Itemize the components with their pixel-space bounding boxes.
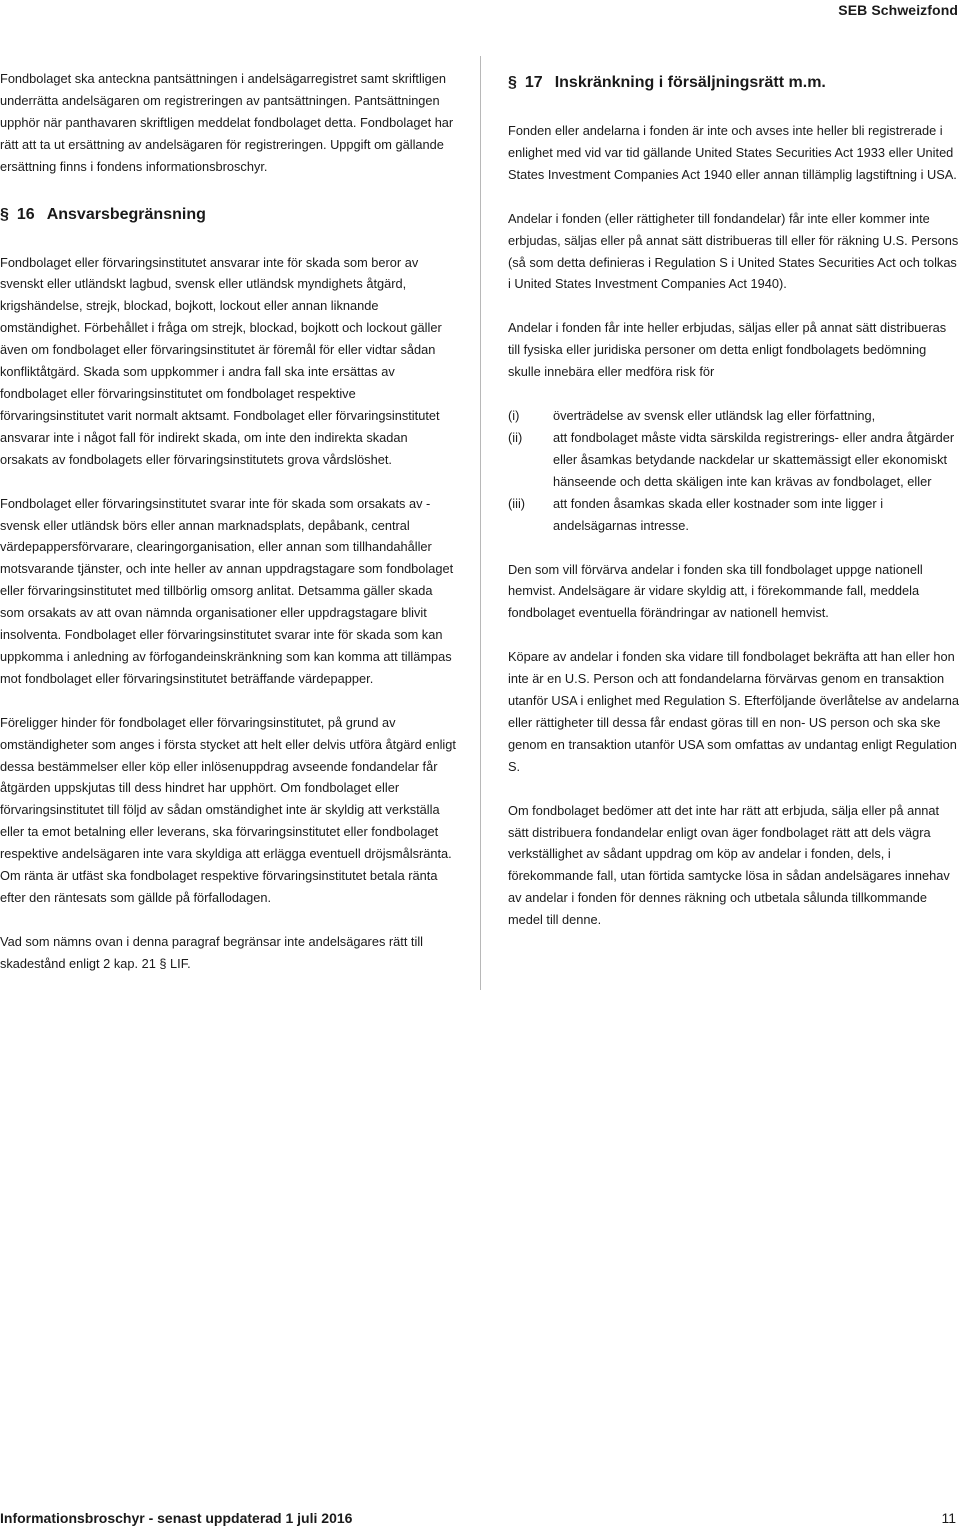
- paragraph: Andelar i fonden får inte heller erbjudas, säljas eller på annat sätt distribueras till fysiska eller juridiska personer om detta enligt fondbolagets bedömning skulle innebära eller medföra risk för: [508, 320, 947, 380]
- section-number: 16: [16, 205, 35, 223]
- section-symbol: §: [0, 205, 9, 223]
- list-marker: (i): [508, 408, 520, 424]
- paragraph: Andelar i fonden (eller rättigheter till fondandelar) får inte eller kommer inte erbjudas, säljas eller på annat sätt distribueras till eller för räkning U.S. Persons (så som detta definieras i Regulation S i United States Securities Act och tolkas i United States Investment Companies Act 1940).: [508, 210, 959, 292]
- section-symbol: §: [508, 74, 517, 91]
- paragraph: Om fondbolaget bedömer att det inte har rätt att erbjuda, sälja eller på annat sätt distribuera fondandelar enligt ovan äger fondbolaget rätt att dels vägra verkställighet av sådant uppdrag om köp av andelar i fonden, dels, i förekommande fall, utan förtida samtycke lösa in sådan andelsägares innehav av andelar i fonden för dennes räkning och utbetala sålunda tillkommande medel till denne.: [508, 802, 950, 928]
- right-column: [508, 68, 960, 953]
- left-column: [0, 68, 458, 997]
- section-16-heading: [0, 200, 458, 230]
- paragraph: Vad som nämns ovan i denna paragraf begränsar inte andelsägares rätt till skadestånd enligt 2 kap. 21 § LIF.: [0, 933, 424, 971]
- list-item: [508, 427, 960, 493]
- list-text: att fonden åsamkas skada eller kostnader som inte ligger i andelsägarnas intresse.: [553, 495, 884, 533]
- header-brand: SEB Schweizfond: [838, 2, 958, 18]
- list-item: [508, 493, 960, 537]
- paragraph: Föreligger hinder för fondbolaget eller förvaringsinstitutet, på grund av omständigheter som anges i första stycket att helt eller delvis utföra åtgärd enligt dessa bestämmelser eller köp eller inlösenuppdrag avseende fondandelar får åtgärden uppskjutas till dess hindret har upphört. Om fondbolaget eller förvaringsinstitutet till följd av sådan omständighet inte är skyldig att verkställa eller ta emot betalning eller leverans, ska förvaringsinstitutet eller fondbolaget respektive andelsägaren inte vara skyldiga att erlägga eventuell dröjsmålsränta. Om ränta är utfäst ska fondbolaget respektive förvaringsinstitutet betala ränta efter den räntesats som gällde på förfallodagen.: [0, 714, 456, 905]
- list-marker: (ii): [508, 429, 523, 445]
- list-item: [508, 405, 960, 427]
- section-title: Inskränkning i försäljningsrätt m.m.: [554, 74, 826, 91]
- paragraph: Köpare av andelar i fonden ska vidare till fondbolaget bekräfta att han eller hon inte är en U.S. Person och att fondandelarna förvärvas genom en transaktion utanför USA i enlighet med Regulation S. Efterföljande överlåtelse av andelarna eller rättigheter till dessa får endast göras till en non- US person och ska ske genom en transaktion utanför USA som omfattas av undantag enligt Regulation S.: [508, 649, 960, 774]
- page-number: 11: [941, 1510, 956, 1526]
- list-marker: (iii): [508, 495, 526, 511]
- column-divider: [480, 56, 481, 990]
- intro-paragraph: Fondbolaget ska anteckna pantsättningen i andelsägarregistret samt skriftligen underrätta andelsägaren om registreringen av pantsättningen. Pantsättningen upphör när panthavaren skriftligen meddelat fondbolaget detta. Fondbolaget har rätt att ta ut ersättning av andelsägaren för registreringen. Uppgift om gällande ersättning finns i fondens informationsbroschyr.: [0, 71, 454, 174]
- list-text: att fondbolaget måste vidta särskilda registrerings- eller andra åtgärder eller åsamkas betydande nackdelar ur skattemässigt eller ekonomiskt hänseende och detta skäligen inte kan krävas av fondbolaget, eller: [553, 429, 955, 489]
- risk-list: [508, 405, 960, 536]
- paragraph: Fondbolaget eller förvaringsinstitutet ansvarar inte för skada som beror av svenskt eller utländskt lagbud, svensk eller utländsk myndighets åtgärd, krigshändelse, strejk, blockad, bojkott, lockout eller annan liknande omständighet. Förbehållet i fråga om strejk, blockad, bojkott och lockout gäller även om fondbolaget eller förvaringsinstitutet är föremål för eller vidtar sådan konfliktåtgärd. Skada som uppkommer i andra fall ska inte ersättas av fondbolaget eller förvaringsinstitutet om fondbolaget respektive förvaringsinstitutet varit normalt aktsamt. Fondbolaget eller förvaringsinstitutet ansvarar inte i något fall för indirekt skada, om inte den indirekta skadan orsakats av fondbolagets eller förvaringsinstitutets grova vårdslöshet.: [0, 254, 442, 467]
- section-number: 17: [524, 74, 543, 91]
- footer-title: Informationsbroschyr - senast uppdaterad 1 juli 2016: [0, 1510, 353, 1526]
- paragraph: Fondbolaget eller förvaringsinstitutet svarar inte för skada som orsakats av - svensk eller utländsk börs eller annan marknadsplats, depåbank, central värdepappersförvarare, clearingorganisation, eller annan som tillhandahåller motsvarande tjänster, och inte heller av annan uppdragstagare som fondbolaget eller förvaringsinstitutet med tillbörlig omsorg anlitat. Detsamma gäller skada som orsakats av att ovan nämnda organisationer eller uppdragstagare blivit insolventa. Fondbolaget eller förvaringsinstitutet svarar inte för skada som kan uppkomma i anledning av förfogandeinskränkning som kan komma att tillämpas mot fondbolaget eller förvaringsinstitutet beträffande värdepapper.: [0, 495, 454, 686]
- list-text: överträdelse av svensk eller utländsk lag eller författning,: [553, 408, 876, 424]
- paragraph: Den som vill förvärva andelar i fonden ska till fondbolaget uppge nationell hemvist. Andelsägare är vidare skyldig att, i förekommande fall, meddela fondbolaget eventuella förändringar av nationell hemvist.: [508, 561, 923, 621]
- section-title: Ansvarsbegränsning: [46, 205, 206, 223]
- section-17-heading: [508, 68, 960, 98]
- paragraph: Fonden eller andelarna i fonden är inte och avses inte heller bli registrerade i enlighet med vid var tid gällande United States Securities Act 1933 eller United States Investment Companies Act 1940 eller annan tillämplig lagstiftning i USA.: [508, 123, 957, 182]
